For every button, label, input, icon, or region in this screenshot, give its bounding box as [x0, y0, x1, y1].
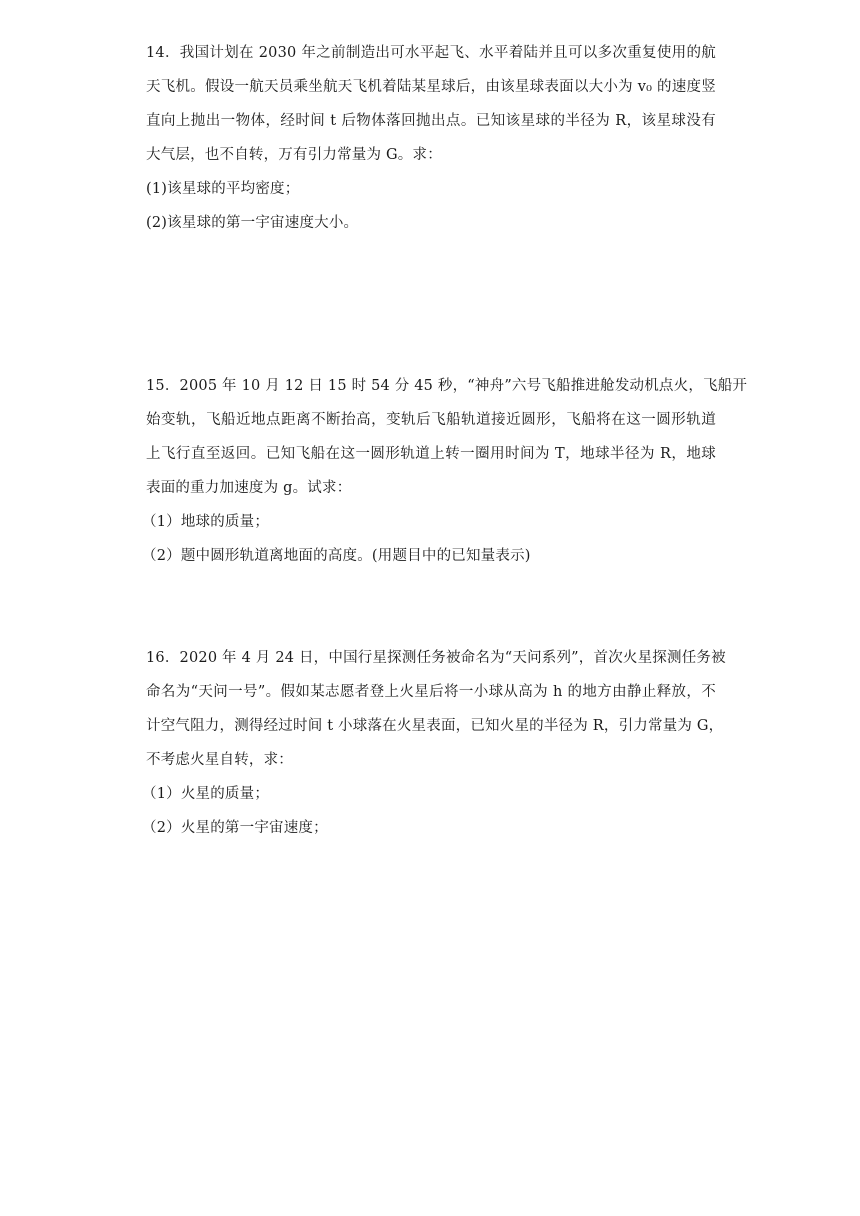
problem-text-line: 天飞机。假设一航天员乘坐航天飞机着陆某星球后，由该星球表面以大小为 v₀ 的速度竖	[146, 79, 716, 95]
problem-text-line: 命名为“天问一号”。假如某志愿者登上火星后将一小球从高为 h 的地方由静止释放，不	[146, 684, 716, 700]
problem-text-line: 计空气阻力，测得经过时间 t 小球落在火星表面，已知火星的半径为 R，引力常量为 G，	[146, 718, 724, 734]
sub-question: （1）地球的质量；	[142, 514, 270, 530]
problem-text-line: 始变轨，飞船近地点距离不断抬高，变轨后飞船轨道接近圆形，飞船将在这一圆形轨道	[146, 412, 716, 428]
problem-text-line: 16．2020 年 4 月 24 日，中国行星探测任务被命名为“天问系列”，首次火星探测任务被	[146, 650, 726, 666]
problem-text-line: 表面的重力加速度为 g。试求：	[146, 480, 352, 496]
sub-question: (1)该星球的平均密度；	[146, 181, 300, 197]
sub-question: （1）火星的质量；	[142, 786, 270, 802]
sub-question: (2)该星球的第一宇宙速度大小。	[146, 215, 359, 231]
problem-text-line: 上飞行直至返回。已知飞船在这一圆形轨道上转一圈用时间为 T，地球半径为 R，地球	[146, 446, 716, 462]
problem-text-line: 直向上抛出一物体，经时间 t 后物体落回抛出点。已知该星球的半径为 R，该星球没有	[146, 113, 716, 129]
problem-text-line: 不考虑火星自转，求：	[146, 752, 293, 768]
sub-question: （2）题中圆形轨道离地面的高度。(用题目中的已知量表示)	[142, 548, 531, 564]
problem-text-line: 大气层，也不自转，万有引力常量为 G。求：	[146, 147, 442, 163]
problem-text-line: 15．2005 年 10 月 12 日 15 时 54 分 45 秒，“神舟”六号飞船推进舱发动机点火，飞船开	[146, 378, 748, 394]
sub-question: （2）火星的第一宇宙速度；	[142, 820, 328, 836]
problem-text-line: 14．我国计划在 2030 年之前制造出可水平起飞、水平着陆并且可以多次重复使用的航	[146, 45, 716, 61]
